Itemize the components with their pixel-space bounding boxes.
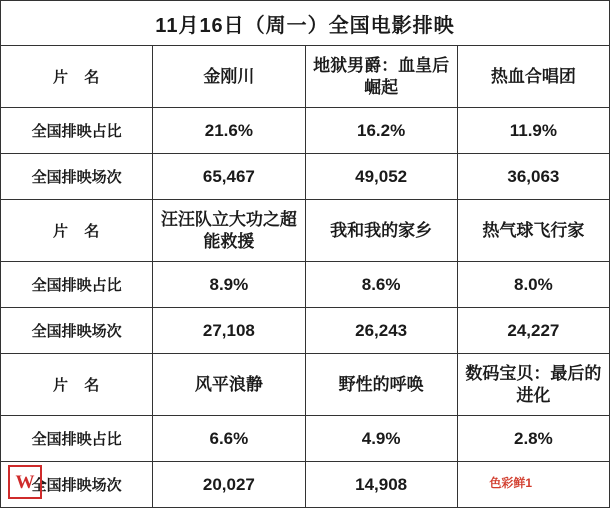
row-label-share: 全国排映占比 bbox=[1, 416, 153, 462]
row-label-share: 全国排映占比 bbox=[1, 108, 153, 154]
share-value-cell: 8.0% bbox=[457, 262, 609, 308]
film-name-cell: 野性的呼唤 bbox=[305, 354, 457, 416]
share-value-cell: 11.9% bbox=[457, 108, 609, 154]
film-name-cell: 热气球飞行家 bbox=[457, 200, 609, 262]
share-value-cell: 8.6% bbox=[305, 262, 457, 308]
sessions-value-cell: 36,063 bbox=[457, 154, 609, 200]
sessions-value-cell bbox=[457, 462, 609, 508]
share-value-cell: 16.2% bbox=[305, 108, 457, 154]
film-name-cell: 金刚川 bbox=[153, 46, 305, 108]
film-name-cell: 数码宝贝：最后的进化 bbox=[457, 354, 609, 416]
film-name-cell: 热血合唱团 bbox=[457, 46, 609, 108]
film-name-cell: 我和我的家乡 bbox=[305, 200, 457, 262]
sessions-value-cell: 27,108 bbox=[153, 308, 305, 354]
table-row bbox=[1, 154, 610, 200]
table-row bbox=[1, 416, 610, 462]
table-row bbox=[1, 200, 610, 262]
row-label-film-name: 片 名 bbox=[1, 354, 153, 416]
film-name-cell: 地狱男爵：血皇后崛起 bbox=[305, 46, 457, 108]
row-label-sessions: 全国排映场次 bbox=[1, 154, 153, 200]
table-row bbox=[1, 354, 610, 416]
sessions-value-cell: 20,027 bbox=[153, 462, 305, 508]
row-label-film-name: 片 名 bbox=[1, 46, 153, 108]
table-row bbox=[1, 46, 610, 108]
share-value-cell: 21.6% bbox=[153, 108, 305, 154]
row-label-sessions: 全国排映场次 bbox=[1, 308, 153, 354]
row-label-film-name: 片 名 bbox=[1, 200, 153, 262]
film-name-cell: 风平浪静 bbox=[153, 354, 305, 416]
row-label-sessions: 全国排映场次 bbox=[1, 462, 153, 508]
share-value-cell: 2.8% bbox=[457, 416, 609, 462]
share-value-cell: 8.9% bbox=[153, 262, 305, 308]
table-row bbox=[1, 262, 610, 308]
sessions-value-cell: 24,227 bbox=[457, 308, 609, 354]
share-value-cell: 4.9% bbox=[305, 416, 457, 462]
page-title: 11月16日（周一）全国电影排映 bbox=[1, 1, 610, 46]
sessions-value-cell: 49,052 bbox=[305, 154, 457, 200]
watermark-note: 色彩鲜1 bbox=[489, 476, 532, 490]
sessions-value-cell: 65,467 bbox=[153, 154, 305, 200]
table-row bbox=[1, 308, 610, 354]
table-title-row bbox=[1, 1, 610, 46]
table-row bbox=[1, 108, 610, 154]
watermark-logo-icon bbox=[8, 465, 42, 499]
sessions-value-cell: 14,908 bbox=[305, 462, 457, 508]
share-value-cell: 6.6% bbox=[153, 416, 305, 462]
sessions-value-cell: 26,243 bbox=[305, 308, 457, 354]
film-name-cell: 汪汪队立大功之超能救援 bbox=[153, 200, 305, 262]
watermark-glyph: W bbox=[15, 471, 35, 493]
row-label-share: 全国排映占比 bbox=[1, 262, 153, 308]
